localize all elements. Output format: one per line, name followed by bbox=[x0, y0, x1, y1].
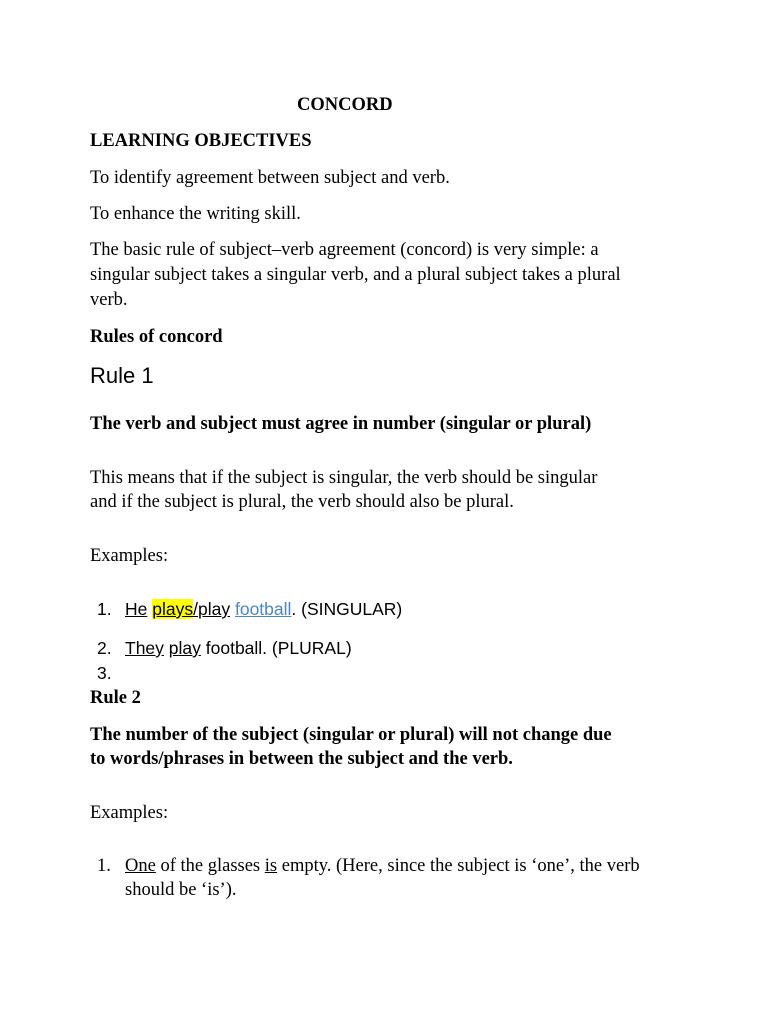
intro-paragraph-line: verb. bbox=[90, 290, 128, 310]
rule1-examples-label: Examples: bbox=[90, 546, 169, 566]
example-tail: . (SINGULAR) bbox=[291, 599, 403, 619]
page-title: CONCORD bbox=[297, 95, 393, 115]
example-verb: play bbox=[168, 638, 201, 658]
list-number: 3. bbox=[97, 663, 112, 683]
rule2-example-1-continuation: should be ‘is’). bbox=[125, 880, 237, 900]
rule2-example-1 bbox=[97, 854, 640, 879]
example-verb: is bbox=[264, 856, 278, 876]
rule2-examples-label: Examples: bbox=[90, 803, 169, 823]
objectives-heading: LEARNING OBJECTIVES bbox=[90, 131, 312, 151]
rule1-explanation-line: This means that if the subject is singular, the verb should be singular bbox=[90, 468, 598, 488]
rule1-statement: The verb and subject must agree in number (singular or plural) bbox=[90, 414, 592, 434]
rule2-statement-line: The number of the subject (singular or plural) will not change due bbox=[90, 725, 612, 745]
list-number: 2. bbox=[97, 638, 112, 658]
intro-paragraph-line: singular subject takes a singular verb, and a plural subject takes a plural bbox=[90, 265, 621, 285]
example-subject: One bbox=[125, 856, 156, 876]
rule2-label: Rule 2 bbox=[90, 688, 141, 708]
rule1-example-3 bbox=[97, 661, 125, 686]
rule2-statement-line: to words/phrases in between the subject and the verb. bbox=[90, 749, 513, 769]
verb-separator: / bbox=[193, 599, 198, 619]
highlighted-verb: plays bbox=[152, 599, 194, 619]
example-middle: of the glasses bbox=[155, 856, 265, 876]
example-verb-alt: play bbox=[197, 599, 231, 619]
rules-heading: Rules of concord bbox=[90, 327, 223, 347]
example-tail: empty. (Here, since the subject is ‘one’, the verb bbox=[277, 856, 640, 876]
objective-item: To identify agreement between subject and verb. bbox=[90, 168, 450, 188]
intro-paragraph-line: The basic rule of subject–verb agreement (concord) is very simple: a bbox=[90, 240, 599, 260]
list-number: 1. bbox=[97, 856, 111, 876]
rule1-example-2 bbox=[97, 636, 352, 661]
example-tail: football. (PLURAL) bbox=[200, 638, 352, 658]
rule1-label: Rule 1 bbox=[90, 363, 154, 388]
rule1-example-1 bbox=[97, 597, 402, 622]
rule1-explanation-line: and if the subject is plural, the verb should also be plural. bbox=[90, 492, 514, 512]
objective-item: To enhance the writing skill. bbox=[90, 204, 301, 224]
example-subject: He bbox=[125, 599, 148, 619]
example-subject: They bbox=[125, 638, 164, 658]
list-number: 1. bbox=[97, 599, 112, 619]
football-link[interactable]: football bbox=[234, 599, 292, 619]
